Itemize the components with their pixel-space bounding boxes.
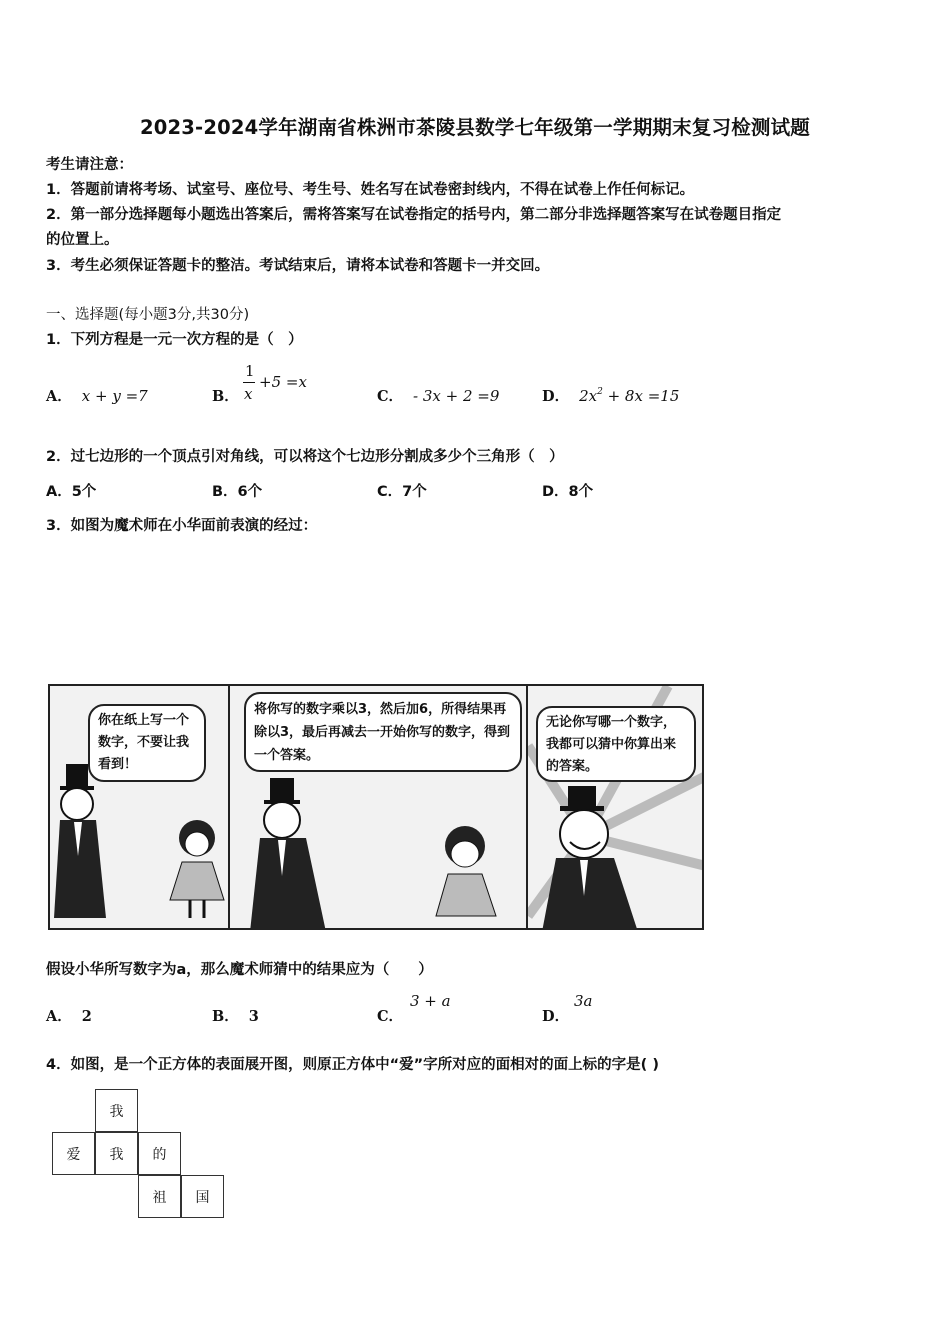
q2-option-c: C．7个 bbox=[377, 484, 427, 500]
q3-question: 假设小华所写数字为a，那么魔术师猜中的结果应为（ ） bbox=[46, 962, 433, 978]
q3-option-c-label: C． bbox=[377, 1008, 404, 1025]
notice-item-3: 3．考生必须保证答题卡的整洁。考试结束后，请将本试卷和答题卡一并交回。 bbox=[46, 258, 550, 274]
magician-comic bbox=[48, 684, 704, 930]
q2-option-a: A．5个 bbox=[46, 484, 97, 500]
q3-option-b: B． 3 bbox=[212, 1008, 259, 1025]
notice-item-2-cont: 的位置上。 bbox=[46, 232, 119, 248]
comic-panel-1 bbox=[48, 684, 230, 930]
q2-stem: 2．过七边形的一个顶点引对角线，可以将这个七边形分割成多少个三角形（ ） bbox=[46, 449, 564, 465]
comic-panel-2 bbox=[228, 684, 528, 930]
q3-stem: 3．如图为魔术师在小华面前表演的经过： bbox=[46, 518, 318, 534]
speech-bubble-3: 无论你写哪一个数字，我都可以猜中你算出来的答案。 bbox=[536, 706, 696, 782]
q3-option-d-label: D． bbox=[542, 1008, 570, 1025]
q1-option-b-label: B． bbox=[212, 388, 239, 405]
q2-option-d: D．8个 bbox=[542, 484, 594, 500]
notice-item-1: 1．答题前请将考场、试室号、座位号、考生号、姓名写在试卷密封线内，不得在试卷上作任何标记。 bbox=[46, 182, 695, 198]
q1-option-a: A． x + y =7 bbox=[46, 387, 148, 405]
magician-figure-1 bbox=[50, 686, 230, 930]
q3-option-a: A． 2 bbox=[46, 1008, 92, 1025]
cube-net-cell: 爱 bbox=[52, 1132, 95, 1175]
cube-net-cell: 国 bbox=[181, 1175, 224, 1218]
section-heading: 一、选择题(每小题3分,共30分) bbox=[46, 307, 250, 323]
speech-bubble-1: 你在纸上写一个数字，不要让我看到！ bbox=[88, 704, 206, 782]
page-title: 2023-2024学年湖南省株洲市茶陵县数学七年级第一学期期末复习检测试题 bbox=[139, 116, 811, 139]
speech-bubble-2: 将你写的数字乘以3，然后加6，所得结果再除以3，最后再减去一开始你写的数字，得到一个答案。 bbox=[244, 692, 522, 772]
cube-net-cell: 祖 bbox=[138, 1175, 181, 1218]
cube-net-cell: 的 bbox=[138, 1132, 181, 1175]
cube-net-cell: 我 bbox=[95, 1132, 138, 1175]
comic-panel-3 bbox=[526, 684, 704, 930]
q3-option-c-expression: 3 + a bbox=[410, 992, 451, 1010]
q2-option-b: B．6个 bbox=[212, 484, 263, 500]
q1-stem: 1．下列方程是一元一次方程的是（ ） bbox=[46, 332, 303, 348]
notice-item-2: 2．第一部分选择题每小题选出答案后，需将答案写在试卷指定的括号内，第二部分非选择题答案写在试卷题目指定 bbox=[46, 207, 782, 223]
q3-option-d-expression: 3a bbox=[574, 992, 593, 1010]
magician-figure-2 bbox=[230, 686, 528, 930]
q4-stem: 4．如图，是一个正方体的表面展开图，则原正方体中“爱”字所对应的面相对的面上标的字是( ) bbox=[46, 1057, 659, 1073]
notice-heading: 考生请注意： bbox=[46, 157, 133, 173]
q1-option-d: D． $2x^2 + 8x =15$ bbox=[542, 387, 680, 405]
q1-option-c: C． - 3x + 2 =9 bbox=[377, 387, 500, 405]
cube-net-cell: 我 bbox=[95, 1089, 138, 1132]
